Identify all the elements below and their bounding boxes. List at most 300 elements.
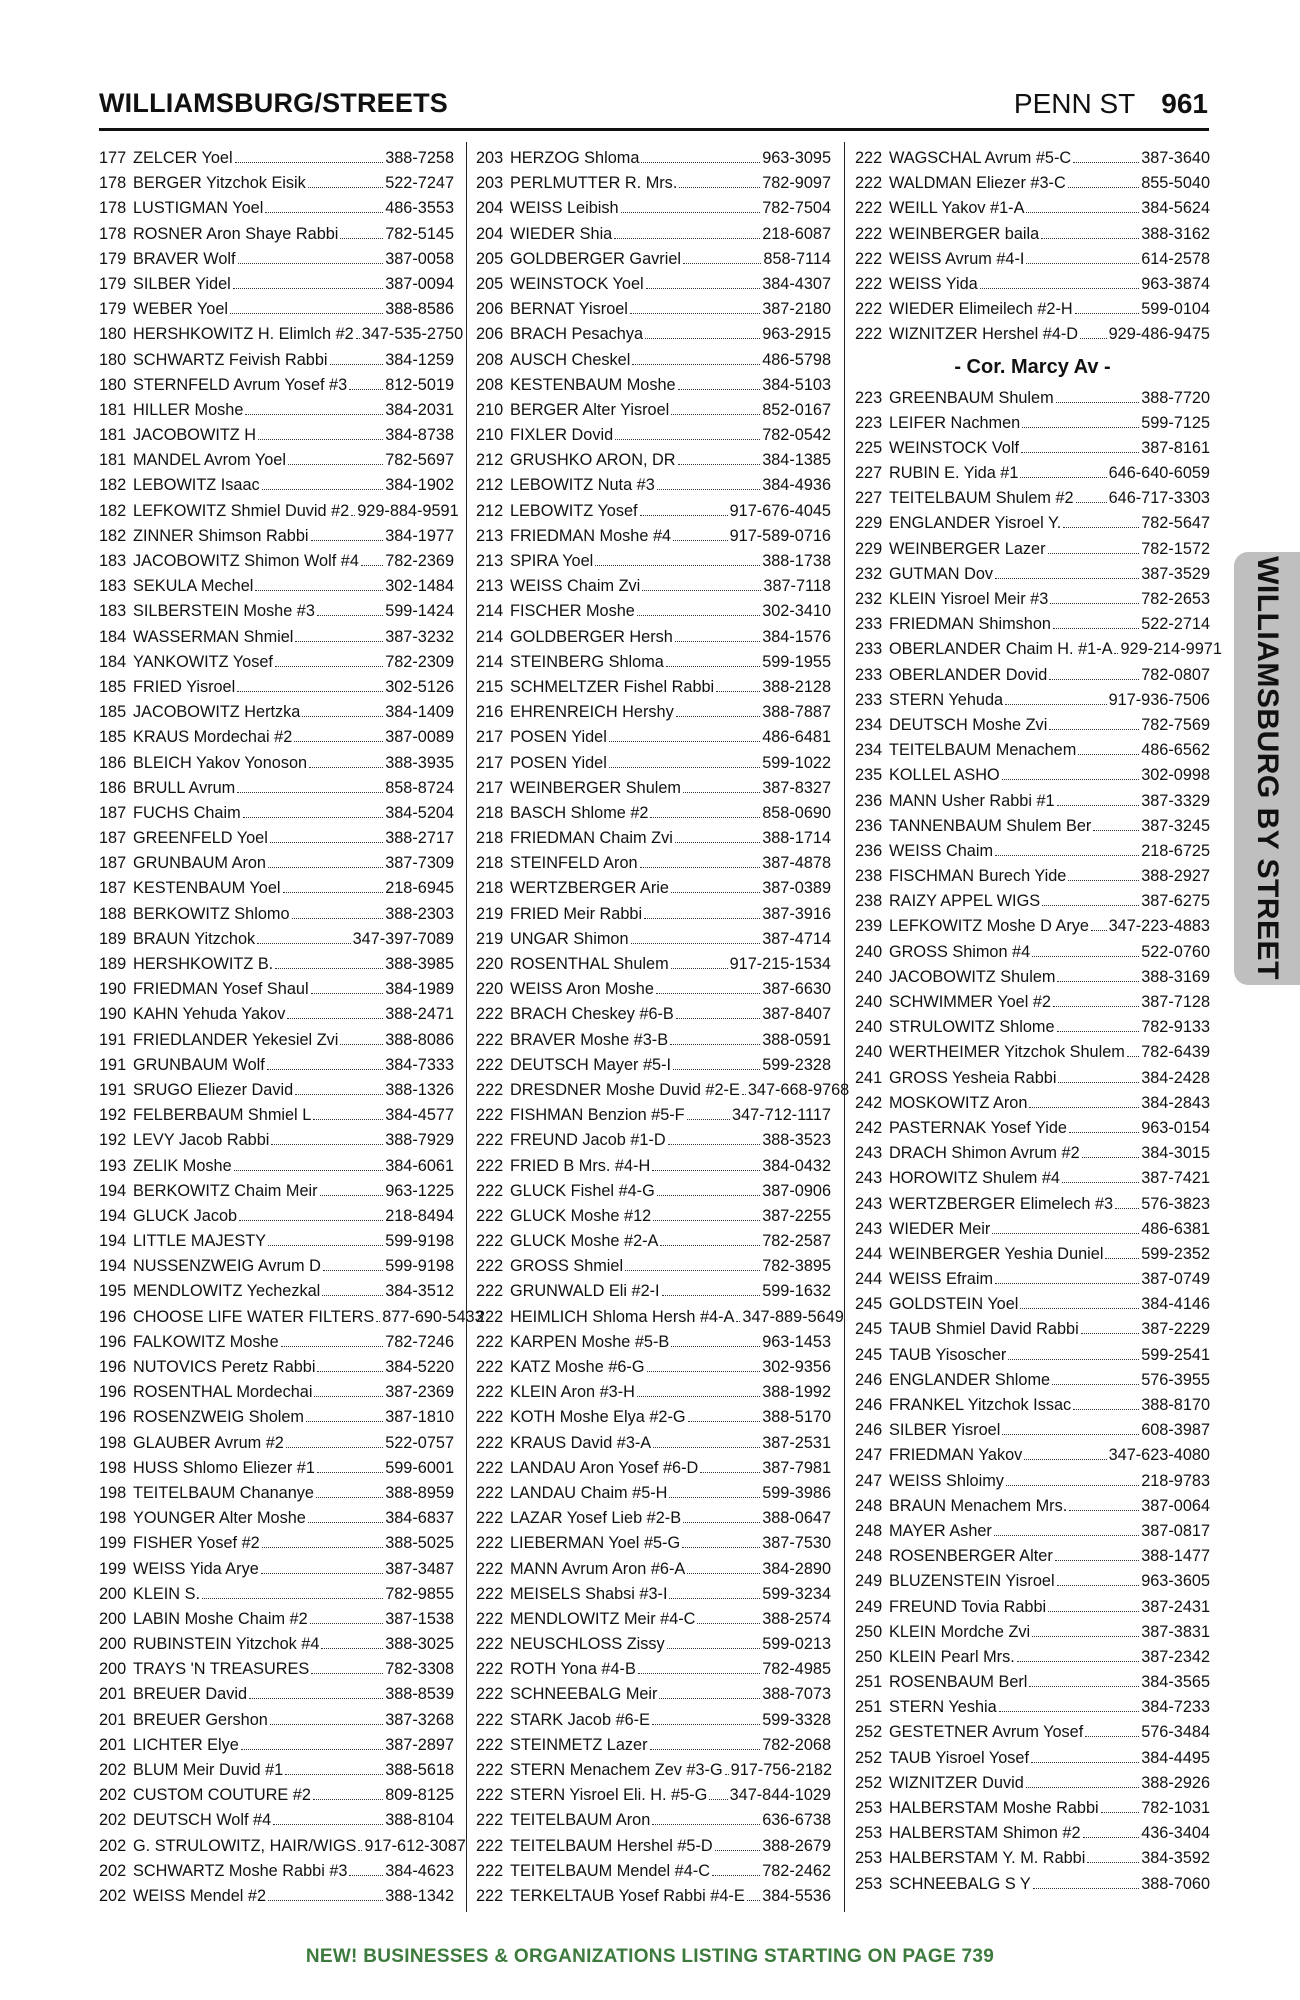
listing-row <box>855 1821 1210 1846</box>
house-number: 186 <box>99 778 127 797</box>
listing-row <box>99 297 454 322</box>
house-number: 202 <box>99 1761 127 1779</box>
phone-number: 387-0906 <box>762 1181 831 1200</box>
leader-dots <box>1024 1459 1106 1460</box>
phone-number: 388-2927 <box>1141 867 1210 886</box>
phone-number: 782-3895 <box>762 1257 831 1276</box>
leader-dots <box>1114 653 1118 654</box>
house-number: 205 <box>476 274 504 293</box>
leader-dots <box>302 716 383 717</box>
phone-number: 646-640-6059 <box>1108 464 1210 483</box>
house-number: 183 <box>99 577 127 596</box>
phone-number: 388-2679 <box>762 1836 831 1855</box>
leader-dots <box>273 1824 383 1825</box>
resident-name: WEISS Yida <box>889 274 978 293</box>
resident-name: MANDEL Avrom Yoel <box>133 451 286 470</box>
house-number: 217 <box>476 728 504 747</box>
phone-number: 302-0998 <box>1141 766 1210 785</box>
phone-number: 782-5145 <box>385 224 454 243</box>
phone-number: 384-1902 <box>385 476 454 495</box>
phone-number: 963-3874 <box>1141 274 1210 293</box>
listing-row <box>99 171 454 196</box>
house-number: 194 <box>99 1206 127 1225</box>
house-number: 240 <box>855 942 883 961</box>
phone-number: 388-2303 <box>385 904 454 923</box>
phone-number: 302-3410 <box>762 602 831 621</box>
side-tab[interactable] <box>1234 552 1300 985</box>
house-number: 185 <box>99 728 127 747</box>
resident-name: JACOBOWITZ Shimon Wolf #4 <box>133 552 359 570</box>
listing-row <box>99 574 454 599</box>
resident-name: WIZNITZER Duvid <box>889 1773 1024 1792</box>
resident-name: ZINNER Shimson Rabbi <box>133 526 309 545</box>
phone-number: 388-8586 <box>385 300 454 319</box>
leader-dots <box>736 1321 740 1322</box>
house-number: 178 <box>99 174 127 193</box>
listing-row <box>99 1733 454 1758</box>
house-number: 222 <box>476 1886 504 1905</box>
listing-row <box>855 1519 1210 1544</box>
listing-row <box>99 725 454 750</box>
listing-row <box>476 1632 831 1657</box>
leader-dots <box>1049 729 1139 730</box>
listing-row <box>99 1531 454 1556</box>
resident-name: STERN Yisroel Eli. H. #5-G <box>510 1786 708 1805</box>
resident-name: DRACH Shimon Avrum #2 <box>889 1144 1080 1163</box>
leader-dots <box>1091 930 1107 931</box>
listing-row <box>855 386 1210 411</box>
resident-name: SCHWARTZ Moshe Rabbi #3 <box>133 1861 348 1880</box>
resident-name: FREUND Tovia Rabbi <box>889 1597 1047 1616</box>
resident-name: STERNFELD Avrum Yosef #3 <box>133 375 348 394</box>
listing-row <box>855 940 1210 965</box>
listing-row <box>855 738 1210 763</box>
listing-row <box>476 1254 831 1279</box>
resident-name: BLUM Meir Duvid #1 <box>133 1761 284 1779</box>
leader-dots <box>640 515 728 516</box>
phone-number: 388-7720 <box>1141 388 1210 407</box>
page-number: 961 <box>1161 88 1208 119</box>
house-number: 187 <box>99 803 127 822</box>
resident-name: WEINSTOCK Yoel <box>510 274 644 293</box>
phone-number: 384-1989 <box>385 980 454 999</box>
resident-name: GOLDSTEIN Yoel <box>889 1295 1019 1314</box>
phone-number: 387-8161 <box>1141 438 1210 457</box>
resident-name: TEITELBAUM Chananye <box>133 1483 314 1502</box>
resident-name: STERN Yeshia <box>889 1698 997 1717</box>
resident-name: HALBERSTAM Moshe Rabbi <box>889 1799 1099 1817</box>
resident-name: TAUB Yisoscher <box>889 1345 1007 1364</box>
house-number: 222 <box>476 1106 504 1125</box>
listing-row <box>99 751 454 776</box>
phone-number: 599-3328 <box>762 1710 831 1729</box>
phone-number: 387-3529 <box>1141 564 1210 583</box>
leader-dots <box>261 1573 383 1574</box>
leader-dots <box>678 464 761 465</box>
leader-dots <box>1005 704 1107 705</box>
listing-row <box>855 486 1210 511</box>
listing-row <box>855 1645 1210 1670</box>
phone-number: 858-8724 <box>385 778 454 797</box>
resident-name: WEISS Yida Arye <box>133 1559 259 1578</box>
resident-name: HERZOG Shloma <box>510 149 640 167</box>
leader-dots <box>671 414 760 415</box>
phone-number: 387-2180 <box>762 300 831 319</box>
phone-number: 599-2352 <box>1141 1244 1210 1263</box>
resident-name: HERSHKOWITZ B. <box>133 955 274 973</box>
listing-row <box>99 1078 454 1103</box>
house-number: 222 <box>476 1685 504 1704</box>
phone-number: 388-1342 <box>385 1886 454 1905</box>
leader-dots <box>320 1195 384 1196</box>
house-number: 233 <box>855 690 883 709</box>
phone-number: 522-2714 <box>1141 615 1210 634</box>
leader-dots <box>356 338 360 339</box>
leader-dots <box>275 666 383 667</box>
house-number: 183 <box>99 602 127 621</box>
listing-row <box>476 977 831 1002</box>
house-number: 222 <box>476 1660 504 1679</box>
leader-dots <box>645 338 760 339</box>
house-number: 192 <box>99 1106 127 1125</box>
listing-row <box>99 499 459 524</box>
resident-name: WERTZBERGER Elimelech #3 <box>889 1194 1114 1213</box>
resident-name: FIXLER Dovid <box>510 426 614 445</box>
listing-row <box>855 1418 1210 1443</box>
house-number: 222 <box>855 274 883 293</box>
leader-dots <box>235 162 384 163</box>
resident-name: LIEBERMAN Yoel #5-G <box>510 1534 681 1553</box>
phone-number: 384-5103 <box>762 375 831 394</box>
resident-name: WASSERMAN Shmiel <box>133 627 294 646</box>
listing-row <box>476 902 831 927</box>
house-number: 243 <box>855 1219 883 1238</box>
house-number: 206 <box>476 300 504 319</box>
leader-dots <box>1020 477 1106 478</box>
resident-name: GLUCK Moshe #2-A <box>510 1232 659 1251</box>
leader-dots <box>1057 805 1140 806</box>
phone-number: 388-3169 <box>1141 967 1210 986</box>
house-number: 252 <box>855 1748 883 1767</box>
resident-name: LUSTIGMAN Yoel <box>133 199 264 218</box>
leader-dots <box>1068 187 1139 188</box>
house-number: 251 <box>855 1673 883 1692</box>
resident-name: JACOBOWITZ Shulem <box>889 967 1056 986</box>
house-number: 247 <box>855 1446 883 1465</box>
house-number: 243 <box>855 1194 883 1213</box>
leader-dots <box>660 1245 760 1246</box>
phone-number: 599-2328 <box>762 1055 831 1074</box>
leader-dots <box>1026 212 1139 213</box>
listing-row <box>476 675 831 700</box>
house-number: 236 <box>855 791 883 810</box>
leader-dots <box>1021 452 1139 453</box>
resident-name: LITTLE MAJESTY <box>133 1232 266 1251</box>
resident-name: WEINBERGER Yeshia Duniel <box>889 1244 1104 1263</box>
phone-number: 387-2369 <box>385 1383 454 1402</box>
listing-row <box>476 1808 831 1833</box>
house-number: 240 <box>855 967 883 986</box>
listing-row <box>855 537 1210 562</box>
phone-number: 782-2369 <box>385 552 454 570</box>
phone-number: 388-8539 <box>385 1685 454 1704</box>
resident-name: ZELIK Moshe <box>133 1156 232 1175</box>
listing-row <box>855 990 1210 1015</box>
phone-number: 388-2128 <box>762 677 831 696</box>
leader-dots <box>999 1711 1139 1712</box>
leader-dots <box>621 212 761 213</box>
resident-name: SCHWIMMER Yoel #2 <box>889 993 1051 1011</box>
resident-name: MEISELS Shabsi #3-I <box>510 1584 668 1603</box>
phone-number: 782-3308 <box>385 1660 454 1679</box>
house-number: 201 <box>99 1710 127 1729</box>
leader-dots <box>656 993 760 994</box>
resident-name: SRUGO Eliezer David <box>133 1080 294 1099</box>
phone-number: 388-8104 <box>385 1811 454 1830</box>
phone-number: 347-623-4080 <box>1108 1446 1210 1465</box>
listing-row <box>855 663 1210 688</box>
phone-number: 388-3935 <box>385 753 454 772</box>
resident-name: BRULL Avrum <box>133 778 236 797</box>
house-number: 233 <box>855 615 883 634</box>
listing-row <box>855 1620 1210 1645</box>
resident-name: FUCHS Chaim <box>133 803 241 822</box>
listing-row <box>99 1380 454 1405</box>
house-number: 252 <box>855 1723 883 1742</box>
listing-row <box>99 826 454 851</box>
phone-number: 387-0094 <box>385 274 454 293</box>
listing-row <box>855 297 1210 322</box>
phone-number: 384-1385 <box>762 451 831 470</box>
house-number: 198 <box>99 1433 127 1452</box>
house-number: 222 <box>476 1559 504 1578</box>
house-number: 202 <box>99 1861 127 1880</box>
leader-dots <box>725 1774 729 1775</box>
listing-row <box>99 1279 454 1304</box>
house-number: 222 <box>476 1761 504 1779</box>
phone-number: 782-0807 <box>1141 665 1210 684</box>
listing-row <box>99 448 454 473</box>
house-number: 210 <box>476 400 504 419</box>
listing-row <box>476 952 831 977</box>
phone-number: 917-676-4045 <box>729 501 831 520</box>
listing-row <box>99 1229 454 1254</box>
phone-number: 387-2229 <box>1141 1320 1210 1339</box>
house-number: 198 <box>99 1458 127 1477</box>
house-number: 238 <box>855 892 883 911</box>
house-number: 250 <box>855 1622 883 1641</box>
resident-name: WEISS Shloimy <box>889 1471 1004 1490</box>
leader-dots <box>659 1698 760 1699</box>
leader-dots <box>317 615 383 616</box>
leader-dots <box>669 1497 760 1498</box>
phone-number: 347-223-4883 <box>1108 917 1210 936</box>
listing-row <box>855 1242 1210 1267</box>
phone-number: 384-5220 <box>385 1358 454 1376</box>
resident-name: FREUND Jacob #1-D <box>510 1131 666 1150</box>
leader-dots <box>632 364 760 365</box>
resident-name: DEUTSCH Moshe Zvi <box>889 715 1048 734</box>
phone-number: 929-884-9591 <box>357 501 459 520</box>
house-number: 248 <box>855 1547 883 1566</box>
phone-number: 963-1225 <box>385 1181 454 1200</box>
phone-number: 812-5019 <box>385 375 454 394</box>
leader-dots <box>709 1799 727 1800</box>
listing-row <box>476 1456 831 1481</box>
listing-row <box>99 1557 454 1582</box>
resident-name: EHRENREICH Hershy <box>510 703 674 722</box>
leader-dots <box>687 1119 730 1120</box>
resident-name: YOUNGER Alter Moshe <box>133 1509 306 1528</box>
leader-dots <box>230 313 383 314</box>
listing-row <box>99 1179 454 1204</box>
phone-number: 929-214-9971 <box>1120 640 1222 659</box>
listing-row <box>855 1796 1210 1821</box>
house-number: 253 <box>855 1799 883 1817</box>
listing-row <box>476 650 831 675</box>
house-number: 203 <box>476 174 504 193</box>
phone-number: 917-756-2182 <box>730 1761 833 1779</box>
phone-number: 599-3986 <box>762 1483 831 1502</box>
phone-number: 388-1992 <box>762 1383 831 1402</box>
leader-dots <box>306 1421 383 1422</box>
house-number: 194 <box>99 1181 127 1200</box>
house-number: 198 <box>99 1509 127 1528</box>
listing-row <box>476 322 831 347</box>
listing-row <box>476 599 831 624</box>
listing-row <box>99 1053 454 1078</box>
house-number: 179 <box>99 300 127 319</box>
house-number: 202 <box>99 1786 127 1805</box>
listing-row <box>476 1305 844 1330</box>
phone-number: 347-397-7089 <box>352 929 454 948</box>
listing-row <box>476 1607 831 1632</box>
phone-number: 963-0154 <box>1141 1118 1210 1137</box>
leader-dots <box>1041 238 1139 239</box>
leader-dots <box>285 1774 383 1775</box>
footer-notice: NEW! BUSINESSES & ORGANIZATIONS LISTING STARTING ON PAGE 739 <box>305 1946 995 1967</box>
resident-name: TAUB Yisroel Yosef <box>889 1748 1029 1767</box>
listing-row <box>476 348 831 373</box>
house-number: 222 <box>855 249 883 268</box>
leader-dots <box>1069 1510 1139 1511</box>
phone-number: 384-3512 <box>385 1282 454 1301</box>
phone-number: 347-844-1029 <box>729 1786 831 1805</box>
resident-name: SILBER Yisroel <box>889 1421 1001 1440</box>
listing-row <box>476 1884 831 1909</box>
phone-number: 576-3955 <box>1141 1370 1210 1389</box>
house-number: 189 <box>99 929 127 948</box>
phone-number: 387-2255 <box>762 1206 831 1225</box>
house-number: 182 <box>99 501 127 520</box>
listing-row <box>476 549 831 574</box>
leader-dots <box>657 1195 760 1196</box>
house-number: 222 <box>476 1458 504 1477</box>
leader-dots <box>255 590 383 591</box>
leader-dots <box>281 1346 384 1347</box>
resident-name: LEBOWITZ Isaac <box>133 476 260 495</box>
leader-dots <box>595 565 760 566</box>
leader-dots <box>1002 779 1139 780</box>
house-number: 222 <box>476 1811 504 1830</box>
house-number: 222 <box>476 1055 504 1074</box>
leader-dots <box>314 1396 383 1397</box>
leader-dots <box>295 1094 383 1095</box>
phone-number: 388-5025 <box>385 1534 454 1553</box>
leader-dots <box>316 1497 383 1498</box>
phone-number: 522-0757 <box>385 1433 454 1452</box>
leader-dots <box>742 1094 746 1095</box>
resident-name: BRAUN Menachem Mrs. <box>889 1496 1068 1515</box>
resident-name: STEINFELD Aron <box>510 854 638 873</box>
resident-name: STEINMETZ Lazer <box>510 1735 648 1754</box>
phone-number: 384-0432 <box>762 1156 831 1175</box>
listing-row <box>99 146 454 171</box>
leader-dots <box>233 288 383 289</box>
listing-row <box>855 1771 1210 1796</box>
resident-name: GOLDBERGER Gavriel <box>510 249 681 268</box>
house-number: 222 <box>476 1131 504 1150</box>
house-number: 212 <box>476 501 504 520</box>
phone-number: 384-7233 <box>1141 1698 1210 1717</box>
house-number: 191 <box>99 1080 127 1099</box>
listing-row <box>855 1317 1210 1342</box>
resident-name: LEBOWITZ Yosef <box>510 501 638 520</box>
house-number: 191 <box>99 1030 127 1049</box>
leader-dots <box>1008 1359 1139 1360</box>
resident-name: KOTH Moshe Elya #2-G <box>510 1408 686 1427</box>
house-number: 227 <box>855 464 883 483</box>
resident-name: WIEDER Meir <box>889 1219 991 1238</box>
resident-name: GLUCK Moshe #12 <box>510 1206 652 1225</box>
listing-row <box>476 1204 831 1229</box>
resident-name: SCHWARTZ Feivish Rabbi <box>133 350 328 369</box>
leader-dots <box>1073 162 1139 163</box>
house-number: 227 <box>855 489 883 508</box>
listing-row <box>855 612 1210 637</box>
phone-number: 614-2578 <box>1141 249 1210 268</box>
phone-number: 599-2541 <box>1141 1345 1210 1364</box>
listing-row <box>99 1808 454 1833</box>
leader-dots <box>268 867 383 868</box>
listing-row <box>855 864 1210 889</box>
listing-row <box>99 1481 454 1506</box>
house-number: 218 <box>476 829 504 848</box>
leader-dots <box>697 1623 760 1624</box>
leader-dots <box>637 1396 760 1397</box>
listing-row <box>476 1481 831 1506</box>
phone-number: 782-1572 <box>1141 539 1210 558</box>
resident-name: WEINBERGER Shulem <box>510 778 681 797</box>
phone-number: 782-1031 <box>1141 1799 1210 1817</box>
listing-row <box>476 473 831 498</box>
phone-number: 387-7530 <box>762 1534 831 1553</box>
house-number: 194 <box>99 1232 127 1251</box>
house-number: 182 <box>99 476 127 495</box>
house-number: 180 <box>99 350 127 369</box>
resident-name: WEISS Aron Moshe <box>510 980 654 999</box>
phone-number: 522-7247 <box>385 174 454 193</box>
listing-row <box>99 1330 454 1355</box>
phone-number: 387-3831 <box>1141 1622 1210 1641</box>
resident-name: HERSHKOWITZ H. Elimlch #2 <box>133 325 354 344</box>
listing-row <box>476 373 831 398</box>
listing-row <box>99 776 454 801</box>
resident-name: DEUTSCH Wolf #4 <box>133 1811 272 1830</box>
listing-row <box>476 1506 831 1531</box>
listing-row <box>99 524 454 549</box>
house-number: 244 <box>855 1270 883 1289</box>
